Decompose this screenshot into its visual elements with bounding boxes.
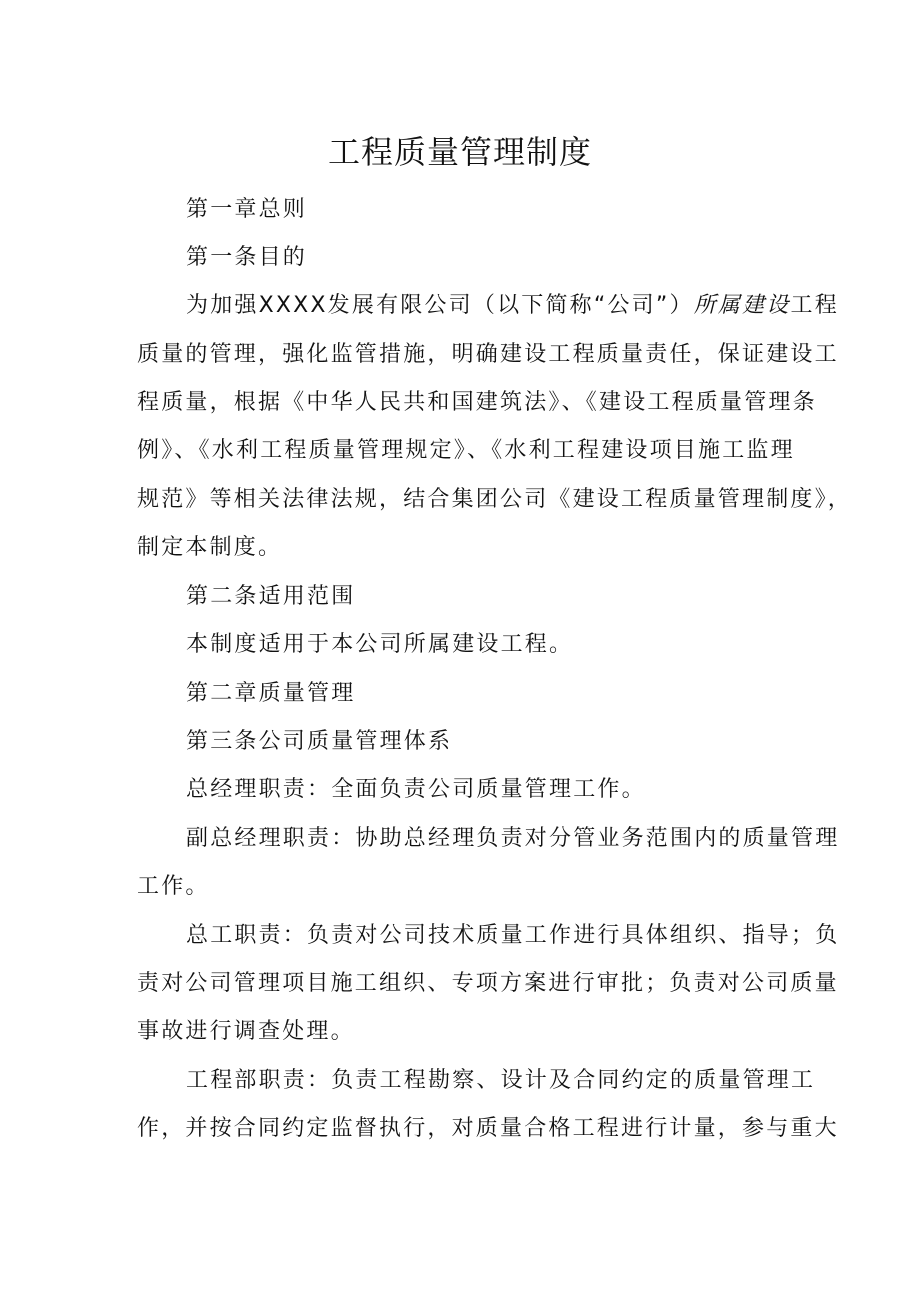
article-heading: 第三条公司质量管理体系 [186,729,453,754]
paragraph-line: 副总经理职责：协助总经理负责对分管业务范围内的质量管理 [186,826,840,851]
paragraph-line: 例》、《水利工程质量管理规定》、《水利工程建设项目施工监理 [137,438,795,463]
paragraph-line: 规范》等相关法律法规，结合集团公司《建设工程质量管理制度》， [137,487,853,512]
article-heading: 第一条目的 [186,245,308,270]
article-heading: 第二条适用范围 [186,584,356,609]
text-run: 为加强XXXX发展有限公司（以下简称“公司”） [186,293,694,318]
chapter-heading: 第二章质量管理 [186,681,356,706]
text-run: 工程 [790,293,839,318]
paragraph-line [186,291,886,321]
paragraph-line: 工作。 [137,874,210,899]
chapter-heading: 第一章总则 [186,197,308,222]
paragraph-line: 制定本制度。 [137,535,283,560]
paragraph-line: 总工职责：负责对公司技术质量工作进行具体组织、指导；负 [186,923,840,948]
document-title: 工程质量管理制度 [327,133,592,171]
paragraph-line: 总经理职责：全面负责公司质量管理工作。 [186,777,646,802]
italic-text-run: 所属建设 [693,293,791,318]
paragraph-line: 质量的管理，强化监管措施，明确建设工程质量责任，保证建设工 [137,342,839,367]
paragraph-line: 事故进行调查处理。 [137,1019,355,1044]
paragraph-line: 作，并按合同约定监督执行，对质量合格工程进行计量，参与重大 [137,1116,839,1141]
paragraph-line: 本制度适用于本公司所属建设工程。 [186,632,574,657]
paragraph-line: 程质量，根据《中华人民共和国建筑法》、《建设工程质量管理条 [137,390,817,415]
paragraph-line: 工程部职责：负责工程勘察、设计及合同约定的质量管理工 [186,1068,816,1093]
paragraph-line: 责对公司管理项目施工组织、专项方案进行审批；负责对公司质量 [137,971,839,996]
